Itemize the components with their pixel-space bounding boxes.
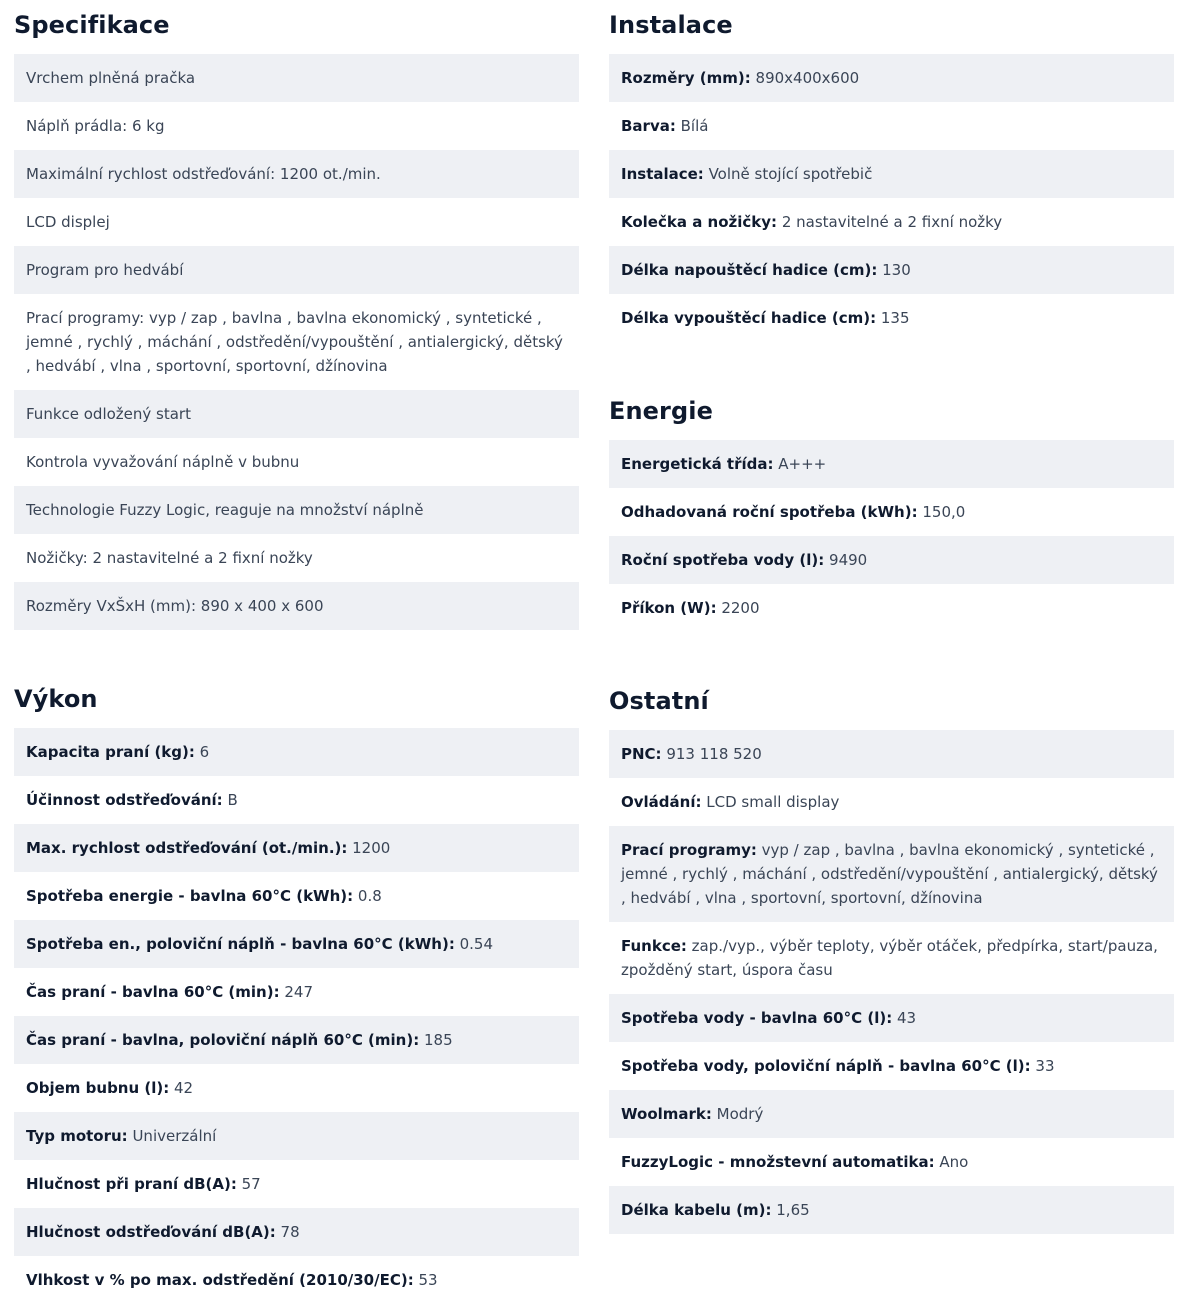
spec-text: Program pro hedvábí bbox=[26, 261, 184, 279]
spec-list bbox=[609, 730, 1174, 1234]
spec-label: Délka kabelu (m): bbox=[621, 1201, 772, 1219]
spec-label: Woolmark: bbox=[621, 1105, 712, 1123]
spec-row bbox=[14, 294, 579, 390]
spec-value: Ano bbox=[934, 1153, 969, 1171]
spec-text: Kontrola vyvažování náplně v bubnu bbox=[26, 453, 300, 471]
spec-value: 42 bbox=[169, 1079, 194, 1097]
spec-row bbox=[14, 1208, 579, 1256]
spec-row bbox=[14, 198, 579, 246]
spec-label: Délka vypouštěcí hadice (cm): bbox=[621, 309, 877, 327]
spec-value: 57 bbox=[236, 1175, 261, 1193]
spec-text: Rozměry VxŠxH (mm): 890 x 400 x 600 bbox=[26, 597, 324, 615]
spec-row bbox=[609, 54, 1174, 102]
spec-list bbox=[609, 440, 1174, 632]
spec-list bbox=[14, 728, 579, 1304]
section-title: Ostatní bbox=[609, 687, 709, 715]
spec-value: zap./vyp., výběr teploty, výběr otáček, předpírka, start/pauza, zpožděný start, úspora času bbox=[621, 937, 1158, 979]
spec-label: Roční spotřeba vody (l): bbox=[621, 551, 825, 569]
spec-row bbox=[609, 1186, 1174, 1234]
spec-row bbox=[609, 536, 1174, 584]
spec-value: 9490 bbox=[824, 551, 868, 569]
spec-row bbox=[14, 728, 579, 776]
spec-value: 130 bbox=[877, 261, 911, 279]
spec-label: Barva: bbox=[621, 117, 676, 135]
spec-label: Hlučnost odstřeďování dB(A): bbox=[26, 1223, 276, 1241]
spec-label: Prací programy: bbox=[621, 841, 757, 859]
spec-row bbox=[609, 294, 1174, 342]
section-title: Výkon bbox=[14, 685, 98, 713]
section-spacer bbox=[609, 632, 1174, 676]
spec-row bbox=[14, 150, 579, 198]
spec-row bbox=[609, 1042, 1174, 1090]
section-title: Specifikace bbox=[14, 11, 170, 39]
section-vykon bbox=[14, 674, 579, 1304]
spec-row bbox=[609, 826, 1174, 922]
spec-row bbox=[14, 390, 579, 438]
spec-value: 913 118 520 bbox=[661, 745, 762, 763]
spec-value: 150,0 bbox=[917, 503, 966, 521]
spec-value: 0.8 bbox=[353, 887, 382, 905]
spec-value: 6 bbox=[194, 743, 210, 761]
spec-row bbox=[14, 438, 579, 486]
right-column bbox=[609, 0, 1174, 1234]
spec-row bbox=[609, 102, 1174, 150]
section-title: Instalace bbox=[609, 11, 733, 39]
spec-row bbox=[609, 488, 1174, 536]
spec-value: Modrý bbox=[711, 1105, 764, 1123]
spec-label: Instalace: bbox=[621, 165, 704, 183]
spec-value: 43 bbox=[892, 1009, 917, 1027]
spec-label: Kolečka a nožičky: bbox=[621, 213, 778, 231]
spec-label: Kapacita praní (kg): bbox=[26, 743, 195, 761]
spec-text: Technologie Fuzzy Logic, reaguje na množství náplně bbox=[26, 501, 424, 519]
spec-value: 0.54 bbox=[454, 935, 493, 953]
section-spacer bbox=[14, 630, 579, 674]
spec-label: Účinnost odstřeďování: bbox=[26, 791, 223, 809]
spec-text: Nožičky: 2 nastavitelné a 2 fixní nožky bbox=[26, 549, 313, 567]
spec-label: Délka napouštěcí hadice (cm): bbox=[621, 261, 878, 279]
section-specifikace bbox=[14, 0, 579, 630]
spec-row bbox=[14, 486, 579, 534]
spec-row bbox=[14, 1112, 579, 1160]
spec-row bbox=[14, 54, 579, 102]
spec-text: Maximální rychlost odstřeďování: 1200 ot./min. bbox=[26, 165, 381, 183]
spec-row bbox=[609, 198, 1174, 246]
spec-row bbox=[609, 150, 1174, 198]
spec-row bbox=[609, 584, 1174, 632]
section-instalace bbox=[609, 0, 1174, 342]
spec-label: Vlhkost v % po max. odstředění (2010/30/EC): bbox=[26, 1271, 414, 1289]
spec-value: B bbox=[222, 791, 238, 809]
spec-row bbox=[609, 440, 1174, 488]
spec-list bbox=[609, 54, 1174, 342]
spec-value: 1,65 bbox=[771, 1201, 810, 1219]
left-column bbox=[14, 0, 579, 1304]
section-title: Energie bbox=[609, 397, 713, 425]
spec-row bbox=[14, 1064, 579, 1112]
spec-row bbox=[14, 824, 579, 872]
spec-row bbox=[609, 994, 1174, 1042]
spec-label: Max. rychlost odstřeďování (ot./min.): bbox=[26, 839, 348, 857]
spec-value: Univerzální bbox=[127, 1127, 217, 1145]
spec-row bbox=[14, 1016, 579, 1064]
spec-label: Čas praní - bavlna, poloviční náplň 60°C (min): bbox=[26, 1031, 420, 1049]
spec-text: LCD displej bbox=[26, 213, 110, 231]
spec-label: Čas praní - bavlna 60°C (min): bbox=[26, 983, 280, 1001]
spec-row bbox=[14, 246, 579, 294]
spec-row bbox=[14, 1160, 579, 1208]
spec-value: 33 bbox=[1030, 1057, 1055, 1075]
spec-label: Rozměry (mm): bbox=[621, 69, 751, 87]
spec-row bbox=[14, 1256, 579, 1304]
spec-label: Energetická třída: bbox=[621, 455, 774, 473]
spec-row bbox=[609, 1090, 1174, 1138]
spec-value: 185 bbox=[419, 1031, 453, 1049]
spec-label: FuzzyLogic - množstevní automatika: bbox=[621, 1153, 935, 1171]
spec-row bbox=[14, 776, 579, 824]
spec-label: Odhadovaná roční spotřeba (kWh): bbox=[621, 503, 918, 521]
spec-label: Spotřeba vody, poloviční náplň - bavlna 60°C (l): bbox=[621, 1057, 1031, 1075]
spec-text: Vrchem plněná pračka bbox=[26, 69, 196, 87]
spec-value: 2200 bbox=[716, 599, 760, 617]
spec-label: Funkce: bbox=[621, 937, 687, 955]
spec-value: Volně stojící spotřebič bbox=[703, 165, 873, 183]
section-spacer bbox=[609, 342, 1174, 386]
spec-label: Spotřeba energie - bavlna 60°C (kWh): bbox=[26, 887, 354, 905]
spec-label: Hlučnost při praní dB(A): bbox=[26, 1175, 237, 1193]
spec-row bbox=[14, 102, 579, 150]
spec-label: Příkon (W): bbox=[621, 599, 717, 617]
spec-label: Typ motoru: bbox=[26, 1127, 128, 1145]
spec-row bbox=[609, 730, 1174, 778]
spec-row bbox=[14, 582, 579, 630]
spec-text: Funkce odložený start bbox=[26, 405, 191, 423]
spec-list bbox=[14, 54, 579, 630]
spec-label: Spotřeba vody - bavlna 60°C (l): bbox=[621, 1009, 893, 1027]
spec-value: Bílá bbox=[675, 117, 709, 135]
spec-row bbox=[14, 920, 579, 968]
spec-value: LCD small display bbox=[701, 793, 840, 811]
spec-value: 890x400x600 bbox=[750, 69, 860, 87]
spec-value: vyp / zap , bavlna , bavlna ekonomický , syntetické , jemné , rychlý , máchání , odstředění/vypouštění , antialergický, dětský , hedvábí , vlna , sportovní, sportovní, džínovina bbox=[621, 841, 1158, 907]
section-energie bbox=[609, 386, 1174, 632]
spec-text: Náplň prádla: 6 kg bbox=[26, 117, 165, 135]
spec-value: 2 nastavitelné a 2 fixní nožky bbox=[777, 213, 1003, 231]
spec-label: Objem bubnu (l): bbox=[26, 1079, 170, 1097]
spec-row bbox=[14, 872, 579, 920]
spec-row bbox=[14, 534, 579, 582]
spec-row bbox=[609, 778, 1174, 826]
spec-value: 135 bbox=[876, 309, 910, 327]
spec-row bbox=[609, 922, 1174, 994]
section-ostatni bbox=[609, 676, 1174, 1234]
spec-value: A+++ bbox=[773, 455, 827, 473]
spec-value: 53 bbox=[413, 1271, 438, 1289]
spec-label: PNC: bbox=[621, 745, 662, 763]
spec-label: Spotřeba en., poloviční náplň - bavlna 60°C (kWh): bbox=[26, 935, 455, 953]
spec-text: Prací programy: vyp / zap , bavlna , bavlna ekonomický , syntetické , jemné , rychlý , máchání , odstředění/vypouštění , antialergický, dětský , hedvábí , vlna , sportovní, sportovní, džínovina bbox=[26, 309, 563, 375]
spec-row bbox=[609, 1138, 1174, 1186]
spec-value: 1200 bbox=[347, 839, 391, 857]
spec-label: Ovládání: bbox=[621, 793, 702, 811]
spec-value: 247 bbox=[279, 983, 313, 1001]
spec-value: 78 bbox=[275, 1223, 300, 1241]
spec-row bbox=[609, 246, 1174, 294]
spec-row bbox=[14, 968, 579, 1016]
